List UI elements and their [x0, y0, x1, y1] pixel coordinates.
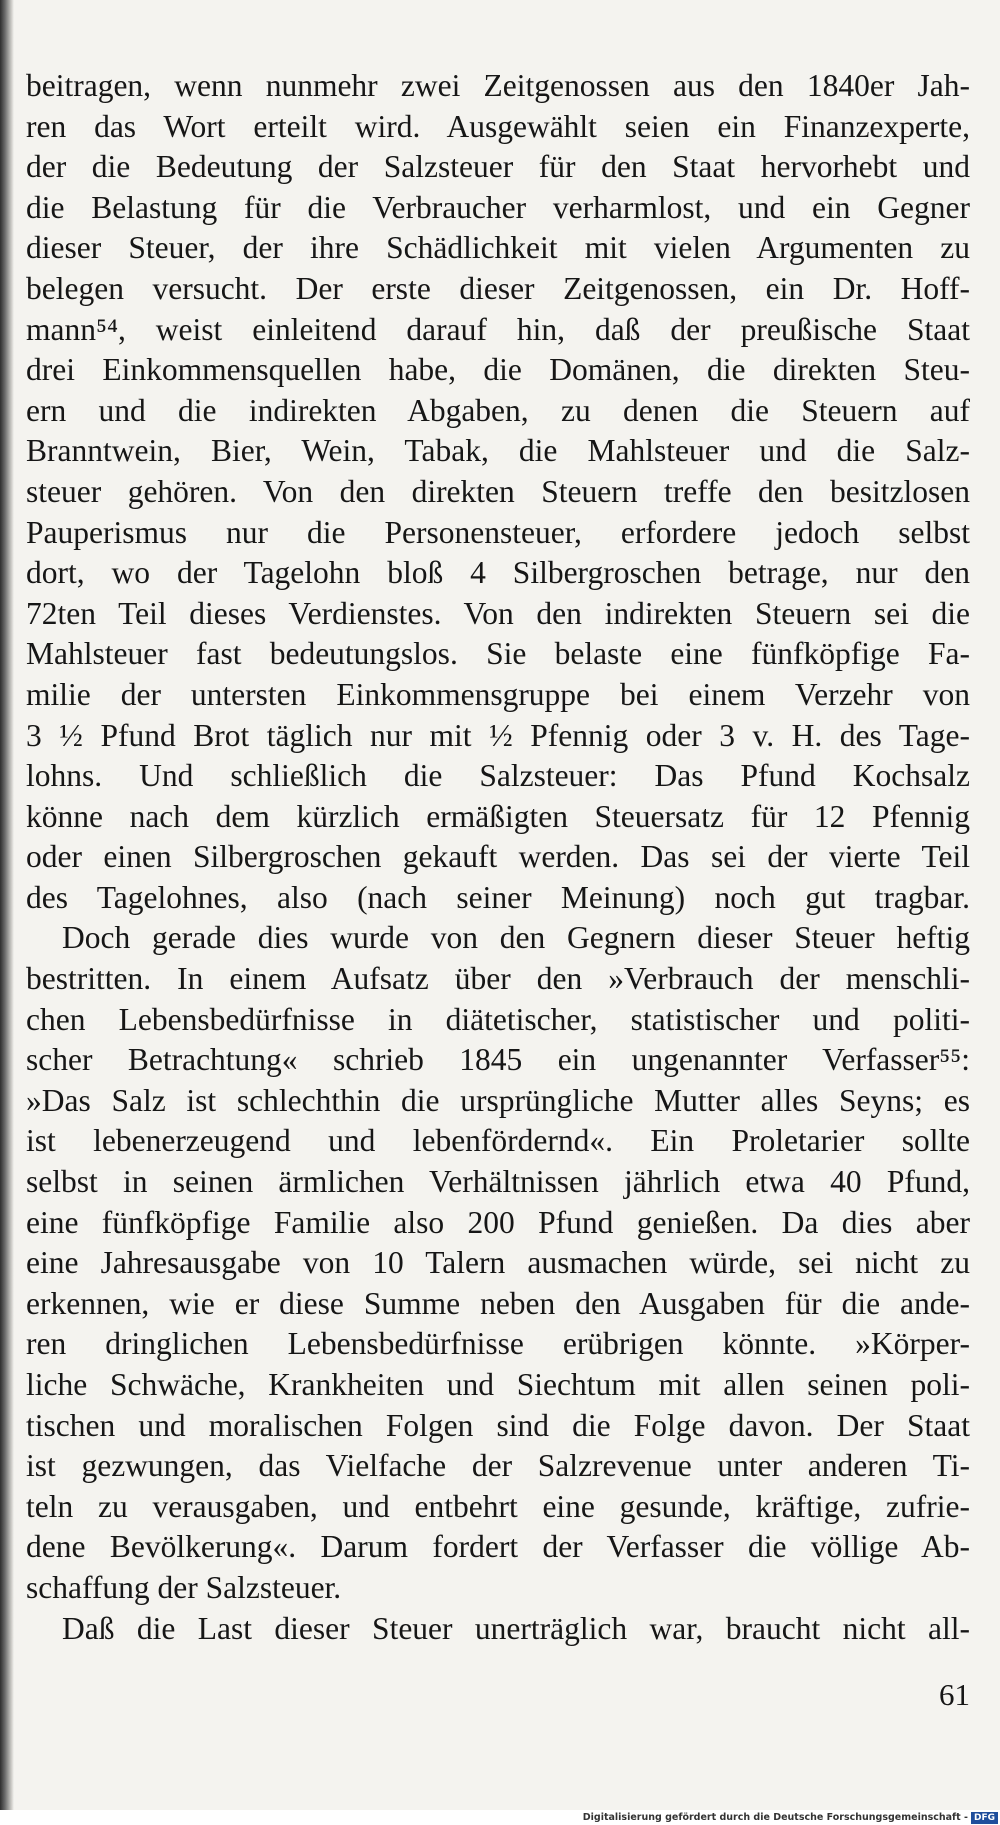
text-line: »Das Salz ist schlechthin die ursprüngliche Mutter alles Seyns; es — [26, 1082, 970, 1118]
text-line: Pauperismus nur die Personensteuer, erfordere jedoch selbst — [26, 514, 970, 550]
body-text — [26, 66, 970, 1649]
binding-edge-shadow — [0, 0, 14, 1810]
text-line: Daß die Last dieser Steuer unerträglich war, braucht nicht all- — [62, 1610, 970, 1646]
text-line: teln zu verausgaben, und entbehrt eine gesunde, kräftige, zufrie- — [26, 1488, 970, 1524]
text-line: bestritten. In einem Aufsatz über den »Verbrauch der menschli- — [26, 961, 970, 997]
text-line: 3 ½ Pfund Brot täglich nur mit ½ Pfennig oder 3 v. H. des Tage- — [26, 717, 970, 753]
text-line: liche Schwäche, Krankheiten und Siechtum mit allen seinen poli- — [26, 1367, 970, 1402]
text-line: ist gezwungen, das Vielfache der Salzrevenue unter anderen Ti- — [26, 1448, 970, 1484]
text-line: ren dringlichen Lebensbedürfnisse erübrigen könnte. »Körper- — [26, 1326, 970, 1362]
text-line: milie der untersten Einkommensgruppe bei einem Verzehr von — [26, 676, 970, 712]
text-line: lohns. Und schließlich die Salzsteuer: Das Pfund Kochsalz — [26, 758, 970, 794]
text-line: dort, wo der Tagelohn bloß 4 Silbergroschen betrage, nur den — [26, 555, 970, 591]
text-line: dieser Steuer, der ihre Schädlichkeit mit vielen Argumenten zu — [26, 230, 970, 266]
footer-credit-text: Digitalisierung gefördert durch die Deutsche Forschungsgemeinschaft - — [582, 1812, 968, 1823]
text-line: belegen versucht. Der erste dieser Zeitgenossen, ein Dr. Hoff- — [26, 270, 970, 306]
text-line: selbst in seinen ärmlichen Verhältnissen jährlich etwa 40 Pfund, — [26, 1164, 970, 1200]
text-line: mann⁵⁴, weist einleitend darauf hin, daß der preußische Staat — [26, 311, 970, 347]
text-line: dene Bevölkerung«. Darum fordert der Verfasser die völlige Ab- — [26, 1529, 970, 1565]
text-line: erkennen, wie er diese Summe neben den Ausgaben für die ande- — [26, 1285, 970, 1321]
text-line: Branntwein, Bier, Wein, Tabak, die Mahlsteuer und die Salz- — [26, 433, 970, 469]
text-line: eine fünfköpfige Familie also 200 Pfund genießen. Da dies aber — [26, 1204, 970, 1240]
text-line: chen Lebensbedürfnisse in diätetischer, statistischer und politi- — [26, 1001, 970, 1037]
text-line: 72ten Teil dieses Verdienstes. Von den indirekten Steuern sei die — [26, 595, 970, 631]
text-line: Doch gerade dies wurde von den Gegnern dieser Steuer heftig — [62, 920, 970, 956]
text-line: schaffung der Salzsteuer. — [26, 1569, 342, 1605]
text-line: könne nach dem kürzlich ermäßigten Steuersatz für 12 Pfennig — [26, 798, 970, 834]
text-line: beitragen, wenn nunmehr zwei Zeitgenossen aus den 1840er Jah- — [26, 68, 970, 103]
text-line: tischen und moralischen Folgen sind die Folge davon. Der Staat — [26, 1407, 970, 1443]
dfg-logo: DFG — [971, 1812, 998, 1824]
text-line: Mahlsteuer fast bedeutungslos. Sie belaste eine fünfköpfige Fa- — [26, 636, 970, 672]
text-line: ist lebenerzeugend und lebenfördernd«. Ein Proletarier sollte — [26, 1123, 970, 1159]
text-line: eine Jahresausgabe von 10 Talern ausmachen würde, sei nicht zu — [26, 1245, 970, 1281]
text-line: die Belastung für die Verbraucher verharmlost, und ein Gegner — [26, 189, 970, 225]
text-line: scher Betrachtung« schrieb 1845 ein ungenannter Verfasser⁵⁵: — [26, 1042, 970, 1078]
text-line: ren das Wort erteilt wird. Ausgewählt seien ein Finanzexperte, — [26, 108, 970, 144]
page-number: 61 — [939, 1677, 970, 1712]
text-line: der die Bedeutung der Salzsteuer für den Staat hervorhebt und — [26, 149, 970, 185]
text-line: ern und die indirekten Abgaben, zu denen die Steuern auf — [26, 392, 970, 428]
footer-credit — [583, 1811, 998, 1824]
text-line: drei Einkommensquellen habe, die Domänen, die direkten Steu- — [26, 352, 970, 388]
text-line: des Tagelohnes, also (nach seiner Meinung) noch gut tragbar. — [26, 879, 970, 915]
text-line: oder einen Silbergroschen gekauft werden. Das sei der vierte Teil — [26, 839, 970, 875]
text-line: steuer gehören. Von den direkten Steuern treffe den besitzlosen — [26, 473, 970, 509]
